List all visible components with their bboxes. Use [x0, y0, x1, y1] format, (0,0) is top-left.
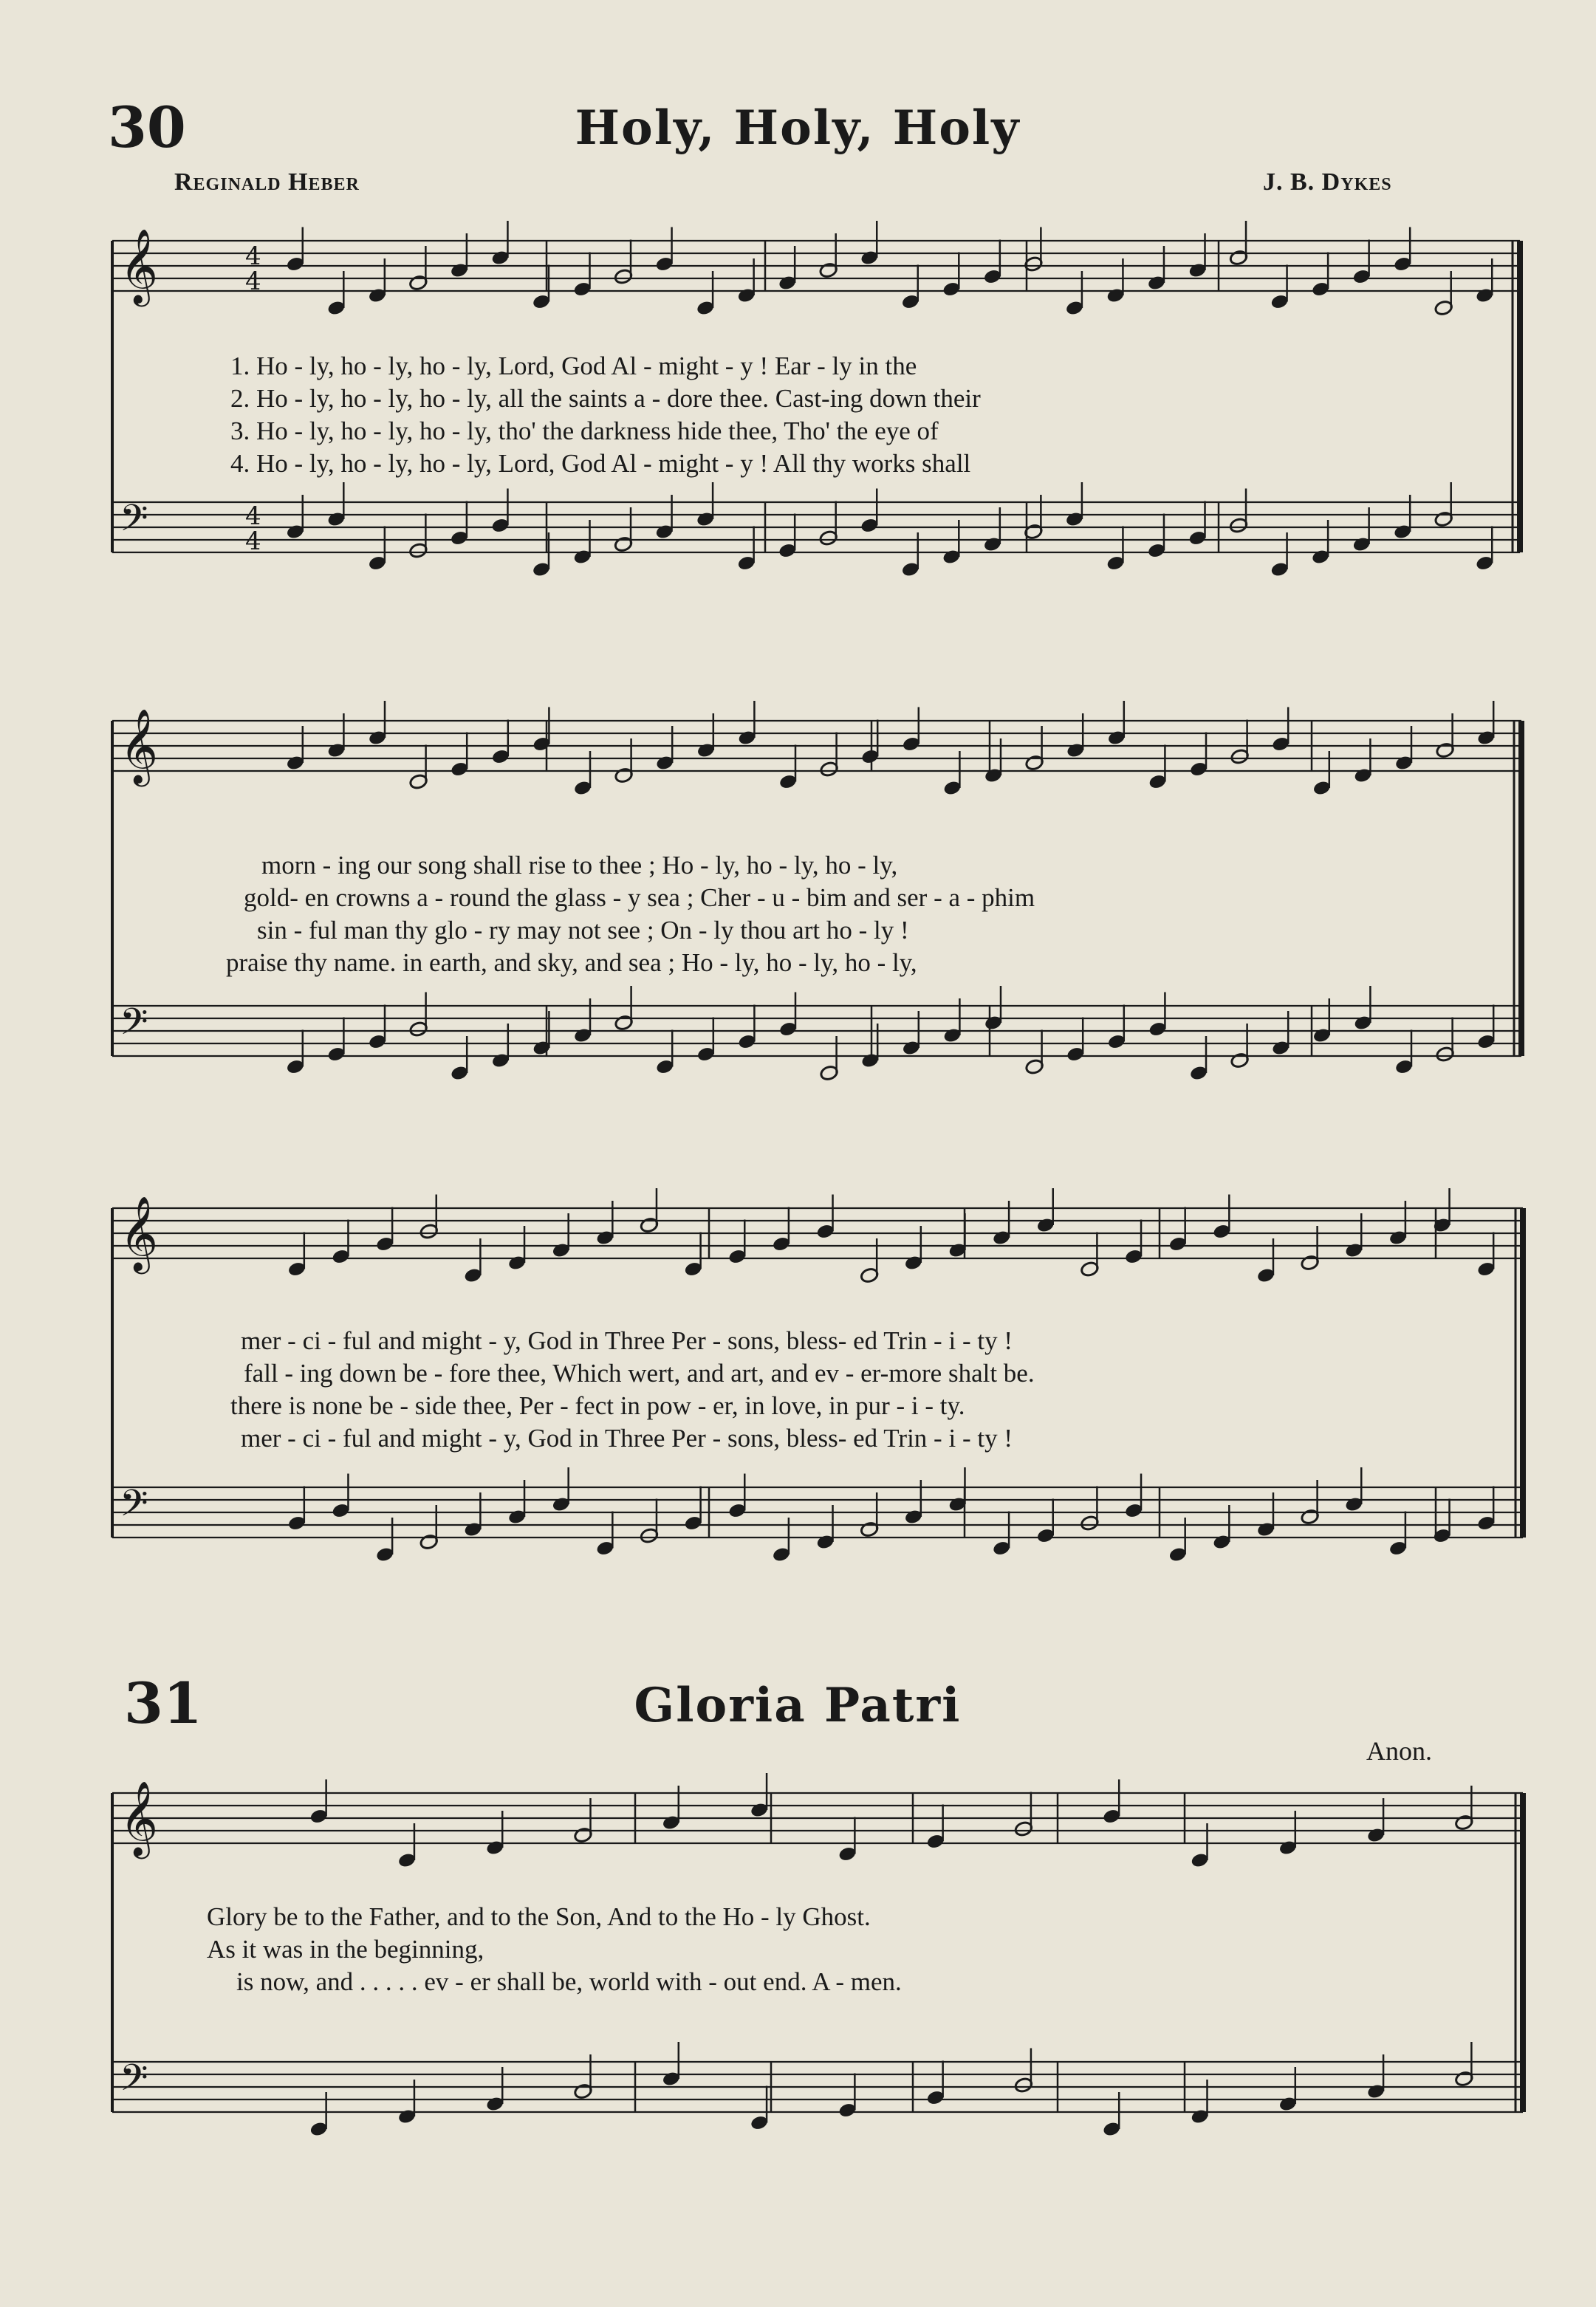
svg-text:4: 4: [245, 527, 261, 556]
system2-verse1: morn - ing our song shall rise to thee ; Ho - ly, ho - ly, ho - ly,: [261, 851, 898, 880]
svg-text:4: 4: [245, 501, 261, 531]
svg-text:𝄞: 𝄞: [120, 707, 159, 784]
svg-text:𝄢: 𝄢: [120, 1001, 148, 1052]
svg-text:𝄢: 𝄢: [120, 2057, 148, 2108]
gloria-line2: As it was in the beginning,: [207, 1935, 484, 1964]
svg-text:4: 4: [245, 267, 261, 296]
system2-verse2: gold- en crowns a - round the glass - y sea ; Cher - u - bim and ser - a - phim: [244, 883, 1035, 912]
svg-text:𝄞: 𝄞: [120, 1195, 159, 1271]
svg-text:𝄞: 𝄞: [120, 227, 159, 304]
system2-verse4: praise thy name. in earth, and sky, and sea ; Ho - ly, ho - ly, ho - ly,: [226, 948, 917, 977]
composer-credit: Anon.: [1366, 1736, 1432, 1766]
system2-verse3: sin - ful man thy glo - ry may not see ; On - ly thou art ho - ly !: [257, 916, 909, 945]
system1-verse4: 4. Ho - ly, ho - ly, ho - ly, Lord, God Al - might - y ! All thy works shall: [230, 449, 971, 478]
svg-text:𝄢: 𝄢: [120, 1482, 148, 1534]
svg-text:4: 4: [245, 241, 261, 271]
system3-verse2: fall - ing down be - fore thee, Which wert, and art, and ev - er-more shalt be.: [244, 1359, 1035, 1388]
system1-verse1: 1. Ho - ly, ho - ly, ho - ly, Lord, God Al - might - y ! Ear - ly in the: [230, 352, 917, 380]
music-credit: J. B. Dykes: [1263, 168, 1392, 196]
system3-verse3: there is none be - side thee, Per - fect in pow - er, in love, in pur - i - ty.: [230, 1391, 965, 1420]
system3-verse1: mer - ci - ful and might - y, God in Three Per - sons, bless- ed Trin - i - ty !: [241, 1326, 1013, 1355]
gloria-line3: is now, and . . . . . ev - er shall be, world with - out end. A - men.: [236, 1967, 902, 1996]
words-credit: Reginald Heber: [174, 168, 360, 196]
svg-text:𝄢: 𝄢: [120, 497, 148, 549]
hymn-title: Gloria Patri: [634, 1678, 962, 1733]
system1-verse2: 2. Ho - ly, ho - ly, ho - ly, all the saints a - dore thee. Cast-ing down their: [230, 384, 981, 413]
hymn-number: 31: [124, 1670, 202, 1736]
system1-verse3: 3. Ho - ly, ho - ly, ho - ly, tho' the darkness hide thee, Tho' the eye of: [230, 417, 939, 445]
hymn-title: Holy, Holy, Holy: [575, 100, 1021, 156]
hymn-number: 30: [108, 95, 186, 160]
svg-text:𝄞: 𝄞: [120, 1780, 159, 1856]
system3-verse4: mer - ci - ful and might - y, God in Three Per - sons, bless- ed Trin - i - ty !: [241, 1424, 1013, 1453]
gloria-line1: Glory be to the Father, and to the Son, And to the Ho - ly Ghost.: [207, 1902, 871, 1931]
